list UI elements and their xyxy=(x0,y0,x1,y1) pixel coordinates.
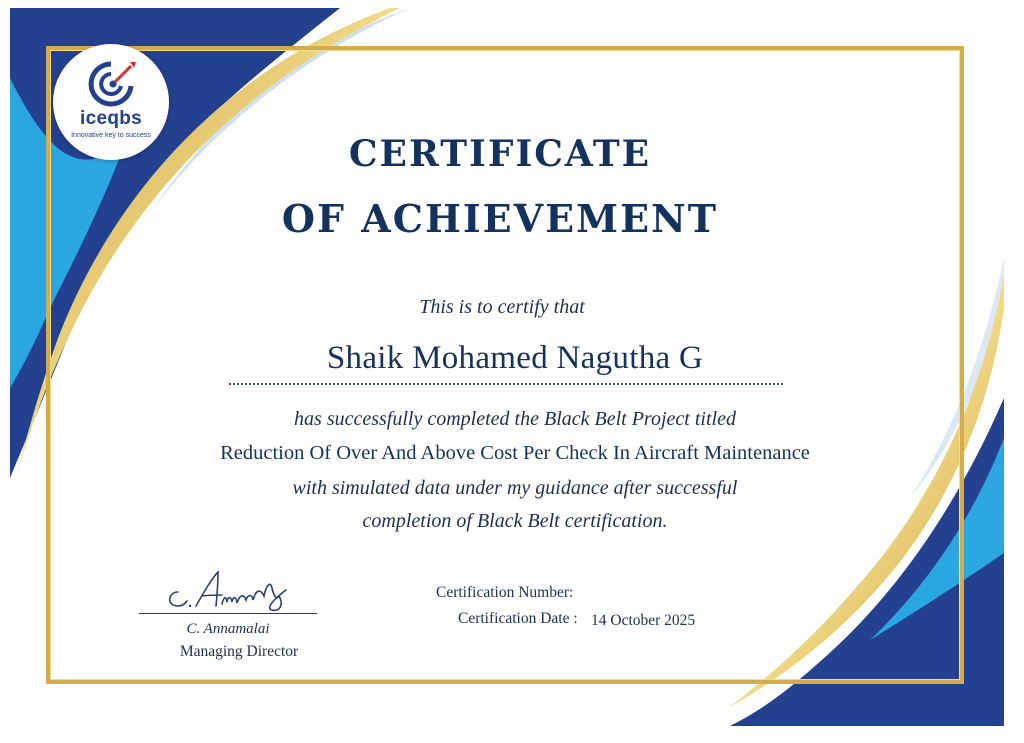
company-logo xyxy=(53,44,169,160)
handwritten-signature xyxy=(160,566,300,614)
logo-tagline: Innovative key to success xyxy=(71,132,151,139)
certify-text: This is to certify that xyxy=(419,296,585,318)
guidance-statement: with simulated data under my guidance after successful xyxy=(292,477,738,499)
certificate-title-line1: CERTIFICATE xyxy=(348,133,652,175)
recipient-name: Shaik Mohamed Nagutha G xyxy=(326,340,704,376)
certification-number-label: Certification Number: xyxy=(436,584,574,601)
certification-date-label: Certification Date : xyxy=(458,610,578,627)
signer-title: Managing Director xyxy=(179,643,299,660)
logo-wordmark: iceqbs xyxy=(80,108,142,129)
certificate-title-line2: OF ACHIEVEMENT xyxy=(281,196,719,241)
dotted-underline xyxy=(229,383,783,385)
project-title: Reduction Of Over And Above Cost Per Check In Aircraft Maintenance xyxy=(220,442,810,464)
signature-line xyxy=(139,613,317,614)
certification-date-value: 14 October 2025 xyxy=(591,612,696,629)
signer-name: C. Annamalai xyxy=(186,621,270,637)
target-dart-icon xyxy=(81,58,141,110)
completion-statement: has successfully completed the Black Belt Project titled xyxy=(294,408,736,430)
certification-statement: completion of Black Belt certification. xyxy=(362,510,668,532)
